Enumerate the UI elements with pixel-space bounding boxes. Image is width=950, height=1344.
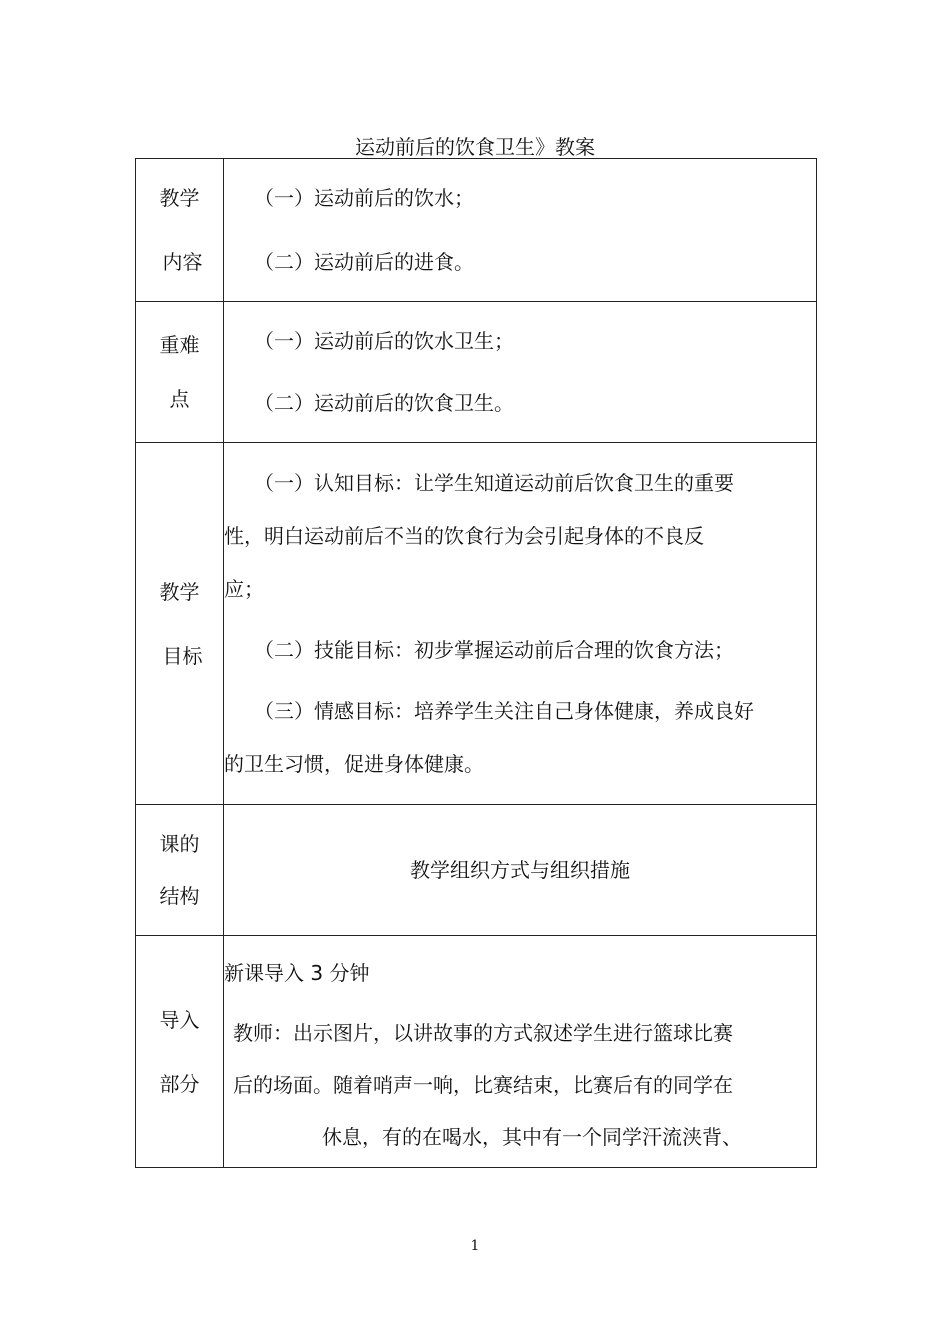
row-label-line: 导入 xyxy=(159,1007,200,1032)
content-line: 后的场面。随着哨声一响，比赛结束，比赛后有的同学在 xyxy=(233,1073,733,1097)
row-label-line: 部分 xyxy=(159,1071,200,1096)
row-label-structure xyxy=(136,805,224,936)
content-line: （一）认知目标：让学生知道运动前后饮食卫生的重要 xyxy=(254,470,734,495)
row-label-line: 重难 xyxy=(159,333,200,357)
row-label-line: 内容 xyxy=(162,250,203,274)
page-number: 1 xyxy=(470,1238,480,1254)
row-label-line: 教学 xyxy=(159,186,200,210)
table-row-intro xyxy=(136,936,817,1168)
lesson-plan-table xyxy=(135,158,817,1168)
content-line: （一）运动前后的饮水； xyxy=(254,186,474,210)
table-row-structure xyxy=(136,805,817,936)
row-content-goals xyxy=(224,443,817,805)
row-label-line: 点 xyxy=(169,387,190,411)
content-line: 性，明白运动前后不当的饮食行为会引起身体的不良反 xyxy=(224,523,704,548)
structure-heading: 教学组织方式与组织措施 xyxy=(410,858,630,882)
table-row-goals xyxy=(136,443,817,805)
table-row-content xyxy=(136,159,817,302)
content-line: （二）运动前后的进食。 xyxy=(254,250,474,274)
row-label-content xyxy=(136,159,224,302)
row-content-structure xyxy=(224,805,817,936)
content-line: （三）情感目标：培养学生关注自己身体健康，养成良好 xyxy=(254,698,754,723)
content-line: （二）运动前后的饮食卫生。 xyxy=(254,391,514,415)
row-label-line: 教学 xyxy=(159,579,200,604)
content-line: （二）技能目标：初步掌握运动前后合理的饮食方法； xyxy=(254,637,734,662)
row-content-keypoints xyxy=(224,302,817,443)
row-content-intro xyxy=(224,936,817,1168)
row-label-line: 目标 xyxy=(162,643,203,668)
row-label-goals xyxy=(136,443,224,805)
content-line: （一）运动前后的饮水卫生； xyxy=(254,329,514,353)
content-line: 休息，有的在喝水，其中有一个同学汗流浃背、 xyxy=(322,1125,742,1149)
content-line: 教师：出示图片，以讲故事的方式叙述学生进行篮球比赛 xyxy=(233,1021,733,1045)
content-line: 新课导入 3 分钟 xyxy=(224,961,370,985)
document-title: 运动前后的饮食卫生》教案 xyxy=(355,135,595,159)
row-label-keypoints xyxy=(136,302,224,443)
table-row-keypoints xyxy=(136,302,817,443)
content-line: 应； xyxy=(224,576,264,601)
row-content-content xyxy=(224,159,817,302)
row-label-line: 结构 xyxy=(159,884,200,908)
content-line: 的卫生习惯，促进身体健康。 xyxy=(224,751,484,776)
row-label-intro xyxy=(136,936,224,1168)
row-label-line: 课的 xyxy=(159,832,200,856)
